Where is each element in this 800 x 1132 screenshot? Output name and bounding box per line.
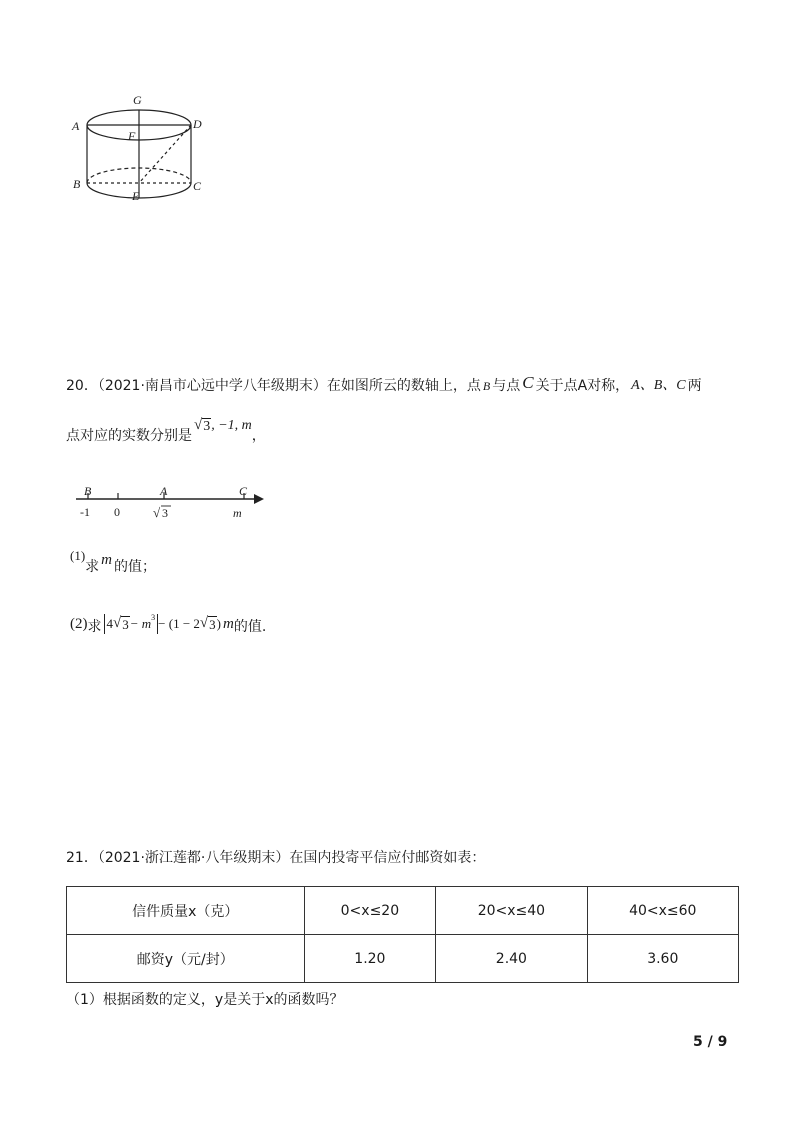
- page-number: 5 / 9: [693, 1034, 728, 1050]
- q20-part2-mid: − (1 − 2: [158, 616, 200, 631]
- q20-point-b: B: [482, 379, 491, 393]
- table-row: [67, 935, 739, 983]
- q20-line2-prefix: 点对应的实数分别是: [66, 428, 192, 444]
- postage-table: [66, 886, 739, 983]
- q20-part2-sqrt-arg: 3: [122, 617, 129, 632]
- q20-part2: [70, 614, 266, 634]
- q20-part2-num: (2): [70, 616, 88, 632]
- q20-part2-expression: [104, 614, 234, 634]
- q20-stem-line2: [66, 417, 266, 446]
- table-cell: 1.20: [304, 935, 436, 983]
- q20-part2-minus-m: − m: [129, 616, 152, 631]
- q21-stem: 21．（2021·浙江莲都·八年级期末）在国内投寄平信应付邮资如表：: [66, 850, 486, 866]
- q20-point-c: C: [522, 373, 534, 392]
- numberline-tick-0: 0: [114, 505, 120, 519]
- q20-part2-qiu: 求: [87, 619, 102, 635]
- table-cell: 邮资y（元/封）: [67, 935, 305, 983]
- label-b: B: [73, 177, 81, 191]
- table-cell: 2.40: [436, 935, 587, 983]
- svg-text:√: √: [153, 505, 161, 520]
- q20-stem-line1: [66, 373, 702, 396]
- label-e: E: [132, 189, 140, 203]
- table-cell: 40<x≤60: [587, 887, 738, 935]
- q20-stem-prefix: 20．（2021·南昌市心远中学八年级期末）在如图所云的数轴上，点: [66, 378, 481, 394]
- label-g: G: [133, 93, 142, 107]
- q20-part2-m: m: [222, 616, 234, 632]
- sqrt-symbol: √ 3: [194, 417, 211, 434]
- q20-part1-suffix: 的值；: [114, 559, 157, 575]
- table-cell: 信件质量x（克）: [67, 887, 305, 935]
- table-cell: 20<x≤40: [436, 887, 587, 935]
- q20-values: [194, 416, 252, 436]
- q20-part2-suffix: 的值.: [233, 619, 267, 635]
- q20-stem-end: 两: [687, 378, 702, 394]
- table-cell: 3.60: [587, 935, 738, 983]
- q20-line2-end: ，: [251, 428, 266, 444]
- numberline-label-b: B: [84, 484, 92, 498]
- q20-part2-close: ): [216, 616, 221, 631]
- q20-points-abc: A、B、C: [631, 378, 686, 393]
- label-f: F: [128, 129, 136, 143]
- q20-part1: [70, 548, 157, 575]
- q20-part1-qiu: 求: [85, 559, 100, 575]
- number-line-figure: [72, 482, 272, 524]
- q20-part2-exp: 3: [151, 613, 156, 622]
- label-a: A: [72, 119, 80, 133]
- q20-part2-expr-4: 4: [106, 616, 113, 631]
- q21-part1: （1）根据函数的定义，y是关于x的函数吗？: [66, 992, 344, 1008]
- q20-stem-mid1: 与点: [492, 378, 521, 394]
- label-d: D: [193, 117, 202, 131]
- q20-part1-var: m: [101, 552, 113, 568]
- table-cell: 0<x≤20: [304, 887, 436, 935]
- q20-values-rest: , −1, m: [211, 418, 252, 433]
- numberline-tick-sqrt-arg: 3: [162, 506, 168, 520]
- numberline-tick-m: m: [233, 506, 242, 520]
- numberline-label-a: A: [160, 484, 168, 498]
- q20-part1-num: (1): [70, 548, 86, 563]
- table-row: [67, 887, 739, 935]
- numberline-label-c: C: [239, 484, 248, 498]
- sqrt-symbol: √ 3: [199, 615, 216, 632]
- q20-part2-sqrt2-arg: 3: [209, 617, 216, 632]
- q20-values-sqrt-arg: 3: [203, 419, 211, 434]
- sqrt-symbol: √ 3: [113, 615, 129, 632]
- label-c: C: [193, 179, 202, 193]
- q20-stem-mid2: 关于点A对称，: [535, 378, 630, 394]
- numberline-tick-neg1: -1: [80, 505, 90, 519]
- abs-bar-left: [104, 614, 105, 634]
- cylinder-figure: [66, 88, 216, 218]
